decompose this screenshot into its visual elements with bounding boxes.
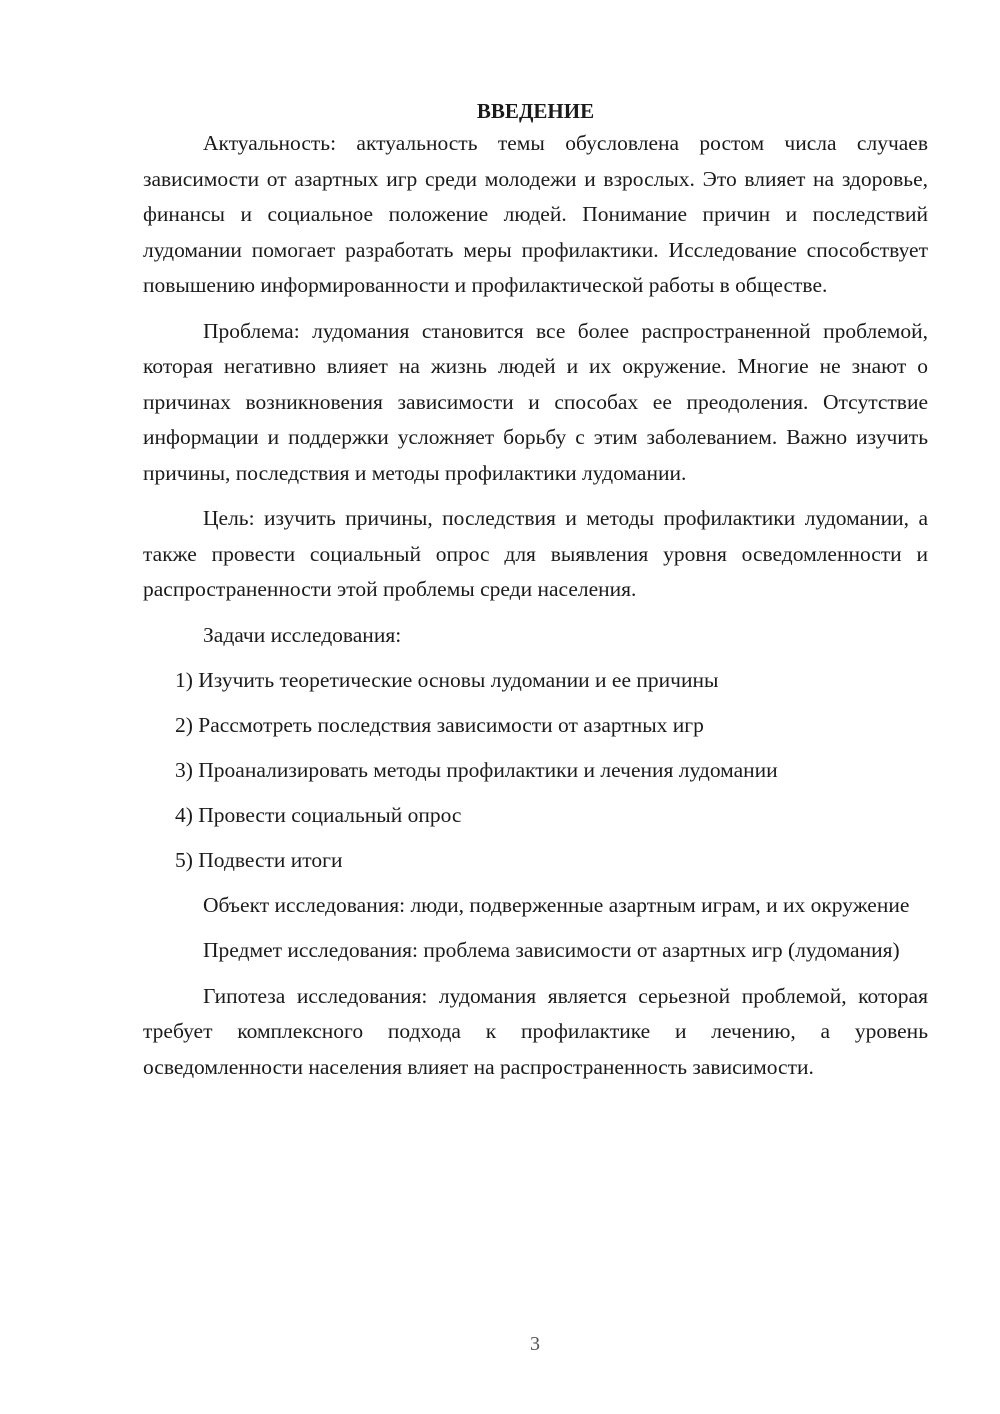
task-item-3: 3) Проанализировать методы профилактики и лечения лудомании xyxy=(175,757,778,782)
task-item-2: 2) Рассмотреть последствия зависимости от азартных игр xyxy=(175,712,704,737)
tasks-heading: Задачи исследования: xyxy=(203,622,402,647)
paragraph-hypothesis: Гипотеза исследования: лудомания является серьезной проблемой, которая требует комплексного подхода к профилактике и лечению, а уровень осведомленности населения влияет на распространенность зависимости. xyxy=(143,983,928,1079)
page-number: 3 xyxy=(530,1333,540,1355)
document-page xyxy=(143,96,928,1085)
paragraph-relevance: Актуальность: актуальность темы обусловлена ростом числа случаев зависимости от азартных игр среди молодежи и взрослых. Это влияет на здоровье, финансы и социальное положение людей. Понимание причин и последствий лудомании помогает разработать меры профилактики. Исследование способствует повышению информированности и профилактической работы в обществе. xyxy=(143,131,928,297)
paragraph-problem: Проблема: лудомания становится все более распространенной проблемой, которая негативно влияет на жизнь людей и их окружение. Многие не знают о причинах возникновения зависимости и способах ее преодоления. Отсутствие информации и поддержки усложняет борьбу с этим заболеванием. Важно изучить причины, последствия и методы профилактики лудомании. xyxy=(143,318,928,485)
document-title: ВВЕДЕНИЕ xyxy=(476,99,595,123)
task-item-4: 4) Провести социальный опрос xyxy=(175,802,462,827)
paragraph-object: Объект исследования: люди, подверженные азартным играм, и их окружение xyxy=(203,892,910,917)
paragraph-goal: Цель: изучить причины, последствия и методы профилактики лудомании, а также провести социальный опрос для выявления уровня осведомленности и распространенности этой проблемы среди населения. xyxy=(143,506,928,601)
task-item-1: 1) Изучить теоретические основы лудомании и ее причины xyxy=(175,667,719,692)
task-item-5: 5) Подвести итоги xyxy=(175,847,343,872)
paragraph-subject: Предмет исследования: проблема зависимости от азартных игр (лудомания) xyxy=(203,938,900,962)
